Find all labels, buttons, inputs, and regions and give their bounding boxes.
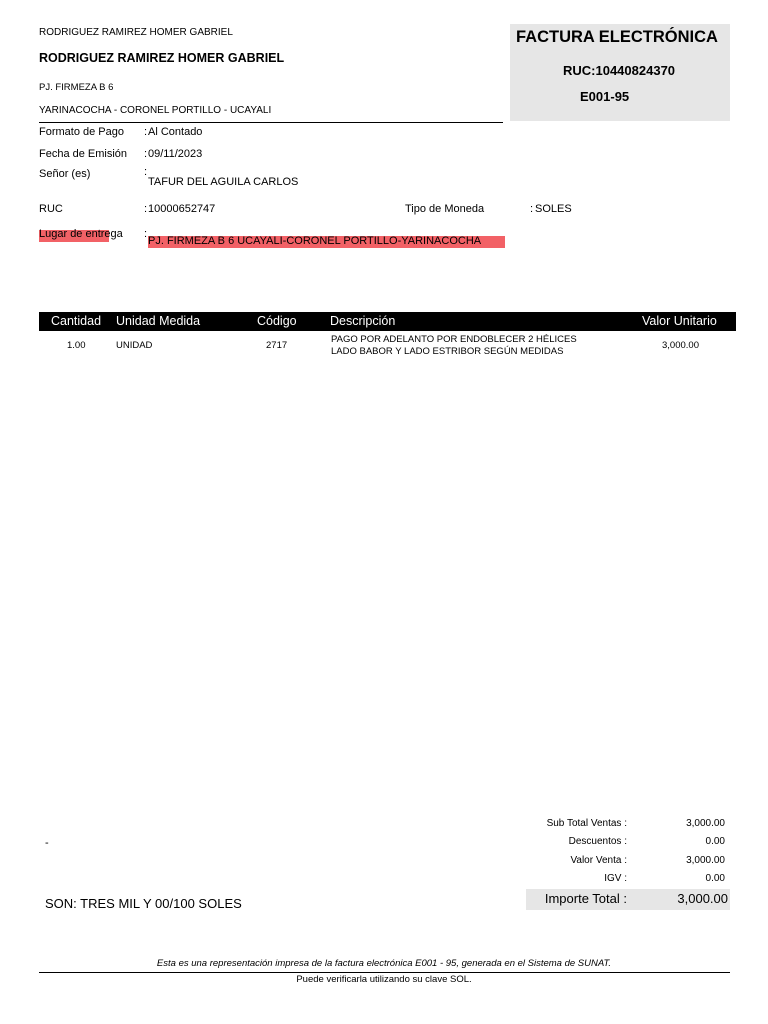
issuer-location: YARINACOCHA - CORONEL PORTILLO - UCAYALI (39, 105, 272, 116)
amount-in-words: SON: TRES MIL Y 00/100 SOLES (45, 896, 242, 911)
col-codigo: Código (257, 314, 297, 328)
colon: : (144, 166, 148, 178)
valor-venta-label: Valor Venta : (570, 855, 627, 866)
fecha-emision-label: Fecha de Emisión (39, 148, 128, 160)
footer-verify: Puede verificarla utilizando su clave SOL. (296, 974, 472, 985)
lugar-entrega-label: Lugar de entrega (39, 228, 123, 240)
cell-descripcion-line1: PAGO POR ADELANTO POR ENDOBLECER 2 HÉLICES (331, 334, 577, 345)
issuer-name: RODRIGUEZ RAMIREZ HOMER GABRIEL (39, 51, 285, 65)
col-valor-unitario: Valor Unitario (642, 314, 717, 328)
igv-label: IGV : (604, 873, 627, 884)
dash-mark: - (45, 837, 49, 849)
cell-cantidad: 1.00 (67, 340, 86, 351)
importe-total-value: 3,000.00 (677, 891, 728, 906)
col-unidad-medida: Unidad Medida (116, 314, 201, 328)
ruc-value: 10000652747 (148, 203, 216, 215)
colon: : (530, 203, 534, 215)
cell-unidad: UNIDAD (116, 340, 153, 351)
items-table-header (39, 312, 736, 331)
col-cantidad: Cantidad (51, 314, 102, 328)
col-descripcion: Descripción (330, 314, 396, 328)
subtotal-value: 3,000.00 (686, 818, 725, 829)
cell-codigo: 2717 (266, 340, 288, 351)
descuentos-label: Descuentos : (568, 836, 627, 847)
ruc-label: RUC (39, 203, 63, 215)
formato-pago-label: Formato de Pago (39, 126, 124, 138)
issuer-name-top: RODRIGUEZ RAMIREZ HOMER GABRIEL (39, 27, 233, 38)
document-ruc: RUC:10440824370 (563, 63, 676, 78)
footer-divider (39, 972, 730, 973)
colon: : (144, 126, 148, 138)
fecha-emision-value: 09/11/2023 (148, 148, 203, 160)
moneda-value: SOLES (535, 203, 572, 215)
document-number: E001-95 (580, 89, 630, 104)
moneda-label: Tipo de Moneda (405, 203, 485, 215)
header-divider (39, 122, 503, 123)
senor-value: TAFUR DEL AGUILA CARLOS (148, 176, 299, 188)
colon: : (144, 228, 148, 240)
lugar-entrega-value: PJ. FIRMEZA B 6 UCAYALI-CORONEL PORTILLO-YARINACOCHA (148, 235, 482, 247)
senor-label: Señor (es) (39, 168, 91, 180)
cell-valor-unitario: 3,000.00 (662, 340, 699, 351)
descuentos-value: 0.00 (705, 836, 725, 847)
valor-venta-value: 3,000.00 (686, 855, 725, 866)
document-title: FACTURA ELECTRÓNICA (516, 28, 718, 46)
subtotal-label: Sub Total Ventas : (546, 818, 627, 829)
cell-descripcion-line2: LADO BABOR Y LADO ESTRIBOR SEGÚN MEDIDAS (331, 346, 564, 357)
document-header-box (510, 24, 730, 121)
colon: : (144, 203, 148, 215)
formato-pago-value: Al Contado (148, 126, 203, 138)
footer-note: Esta es una representación impresa de la factura electrónica E001 - 95, generada en el Sistema de SUNAT. (156, 958, 612, 969)
issuer-address: PJ. FIRMEZA B 6 (39, 82, 114, 93)
importe-total-label: Importe Total : (544, 891, 627, 906)
colon: : (144, 148, 148, 160)
igv-value: 0.00 (705, 873, 725, 884)
